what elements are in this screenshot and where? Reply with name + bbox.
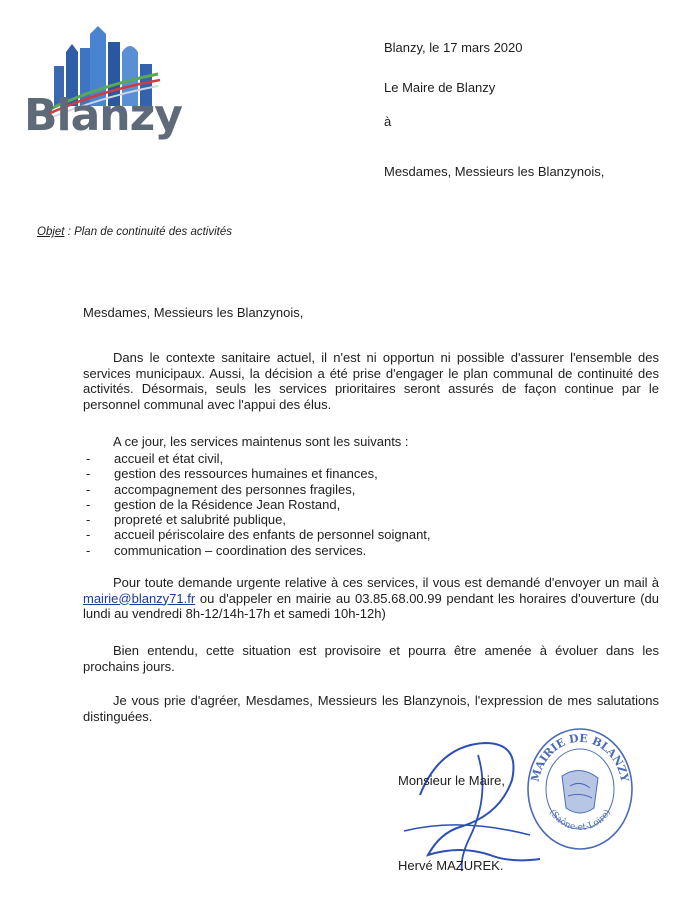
sender: Le Maire de Blanzy [384, 80, 496, 95]
svg-text:MAIRIE DE BLANZY: MAIRIE DE BLANZY [528, 731, 632, 783]
list-item: - gestion de la Résidence Jean Rostand, [86, 496, 341, 512]
salutation: Mesdames, Messieurs les Blanzynois, [83, 305, 304, 320]
svg-text:(Saône-et-Loire): (Saône-et-Loire) [546, 807, 614, 833]
to-word: à [384, 114, 392, 129]
paragraph-provisional: Bien entendu, cette situation est provisoire et pourra être amenée à évoluer dans les prochains jours. [83, 643, 659, 674]
signatory-name: Hervé MAZUREK. [398, 858, 504, 873]
subject-line [37, 226, 232, 238]
blanzy-logo [18, 18, 182, 146]
recipients: Mesdames, Messieurs les Blanzynois, [384, 164, 605, 179]
list-item: - communication – coordination des services. [86, 542, 367, 558]
paragraph-contact: Pour toute demande urgente relative à ces services, il vous est demandé d'envoyer un mail à mairie@blanzy71.fr ou d'appeler en mairie au 03.85.68.00.99 pendant les horaires d'ouverture (du lundi au vendredi 8h-12/14h-17h et samedi 10h-12h) [83, 575, 659, 621]
list-item: - accueil périscolaire des enfants de personnel soignant, [86, 527, 431, 543]
signatory-title: Monsieur le Maire, [398, 773, 505, 788]
paragraph-closing: Je vous prie d'agréer, Mesdames, Messieurs les Blanzynois, l'expression de mes salutations distinguées. [83, 693, 659, 724]
services-list [83, 451, 431, 558]
logo-wordmark: Blanzy [24, 90, 182, 141]
list-item: - propreté et salubrité publique, [86, 512, 287, 528]
services-intro: A ce jour, les services maintenus sont les suivants : [113, 434, 409, 449]
email-link[interactable]: mairie@blanzy71.fr [83, 590, 196, 606]
list-item: - accueil et état civil, [86, 451, 224, 466]
list-item: - accompagnement des personnes fragiles, [86, 481, 356, 497]
subject-text: : Plan de continuité des activités [64, 226, 232, 238]
handwritten-signature [400, 735, 550, 875]
place-date: Blanzy, le 17 mars 2020 [384, 40, 523, 55]
subject-label: Objet [37, 226, 65, 238]
paragraph-context: Dans le contexte sanitaire actuel, il n'est ni opportun ni possible d'assurer l'ensemble des services municipaux. Aussi, la décision a été prise d'engager le plan communal de continuité des activités. Désormais, seuls les services prioritaires seront assurés de façon continue par le personnel communal avec l'appui des élus. [83, 350, 659, 412]
list-item: - gestion des ressources humaines et finances, [86, 466, 378, 482]
